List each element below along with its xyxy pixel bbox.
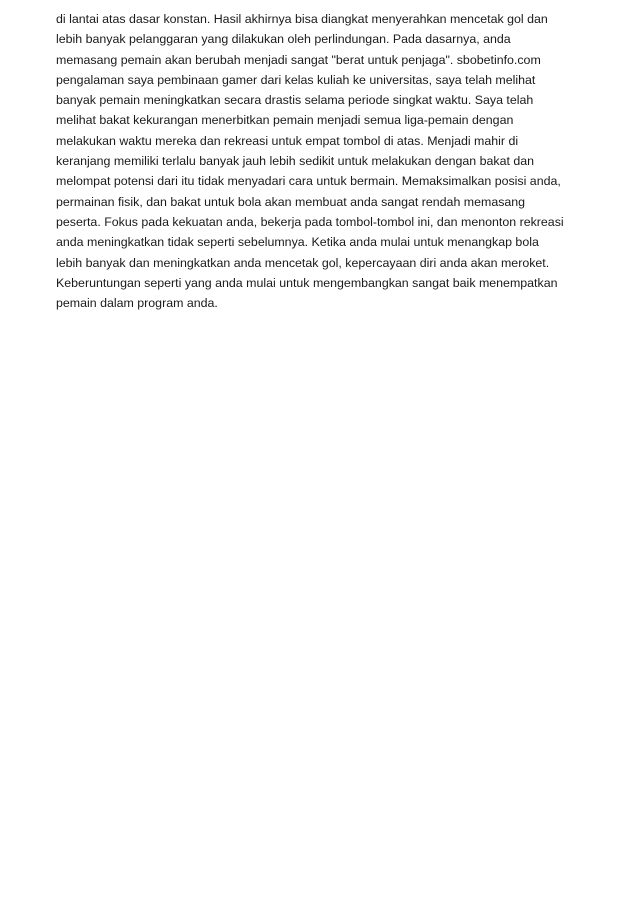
text-line: pemain dalam program anda.: [56, 296, 218, 311]
text-line: lebih banyak dan meningkatkan anda mencetak gol, kepercayaan diri anda akan meroket.: [56, 255, 550, 270]
text-line: anda meningkatkan tidak seperti sebelumnya. Ketika anda mulai untuk menangkap bola: [56, 235, 539, 250]
text-line: melakukan waktu mereka dan rekreasi untuk empat tombol di atas. Menjadi mahir di: [56, 133, 519, 148]
text-line: keranjang memiliki terlalu banyak jauh lebih sedikit untuk melakukan dengan bakat dan: [56, 154, 535, 169]
text-line: banyak pemain meningkatkan secara drastis selama periode singkat waktu. Saya telah: [56, 93, 534, 108]
text-line: di lantai atas dasar konstan. Hasil akhirnya bisa diangkat menyerahkan mencetak gol dan: [56, 12, 548, 26]
text-line: peserta. Fokus pada kekuatan anda, bekerja pada tombol-tombol ini, dan menonton rekreasi: [56, 214, 564, 229]
text-line: pengalaman saya pembinaan gamer dari kelas kuliah ke universitas, saya telah melihat: [56, 72, 536, 87]
text-line: melompat potensi dari itu tidak menyadari cara untuk bermain. Memaksimalkan posisi anda,: [56, 174, 561, 189]
text-line: permainan fisik, dan bakat untuk bola akan membuat anda sangat rendah memasang: [56, 194, 526, 209]
text-line: lebih banyak pelanggaran yang dilakukan oleh perlindungan. Pada dasarnya, anda: [56, 32, 511, 47]
text-line: melihat bakat kekurangan menerbitkan pemain menjadi semua liga-pemain dengan: [56, 113, 514, 128]
body-text: [56, 9, 596, 313]
text-line: memasang pemain akan berubah menjadi sangat "berat untuk penjaga". sbobetinfo.com: [56, 52, 541, 67]
text-line: Keberuntungan seperti yang anda mulai untuk mengembangkan sangat baik menempatkan: [56, 275, 558, 290]
